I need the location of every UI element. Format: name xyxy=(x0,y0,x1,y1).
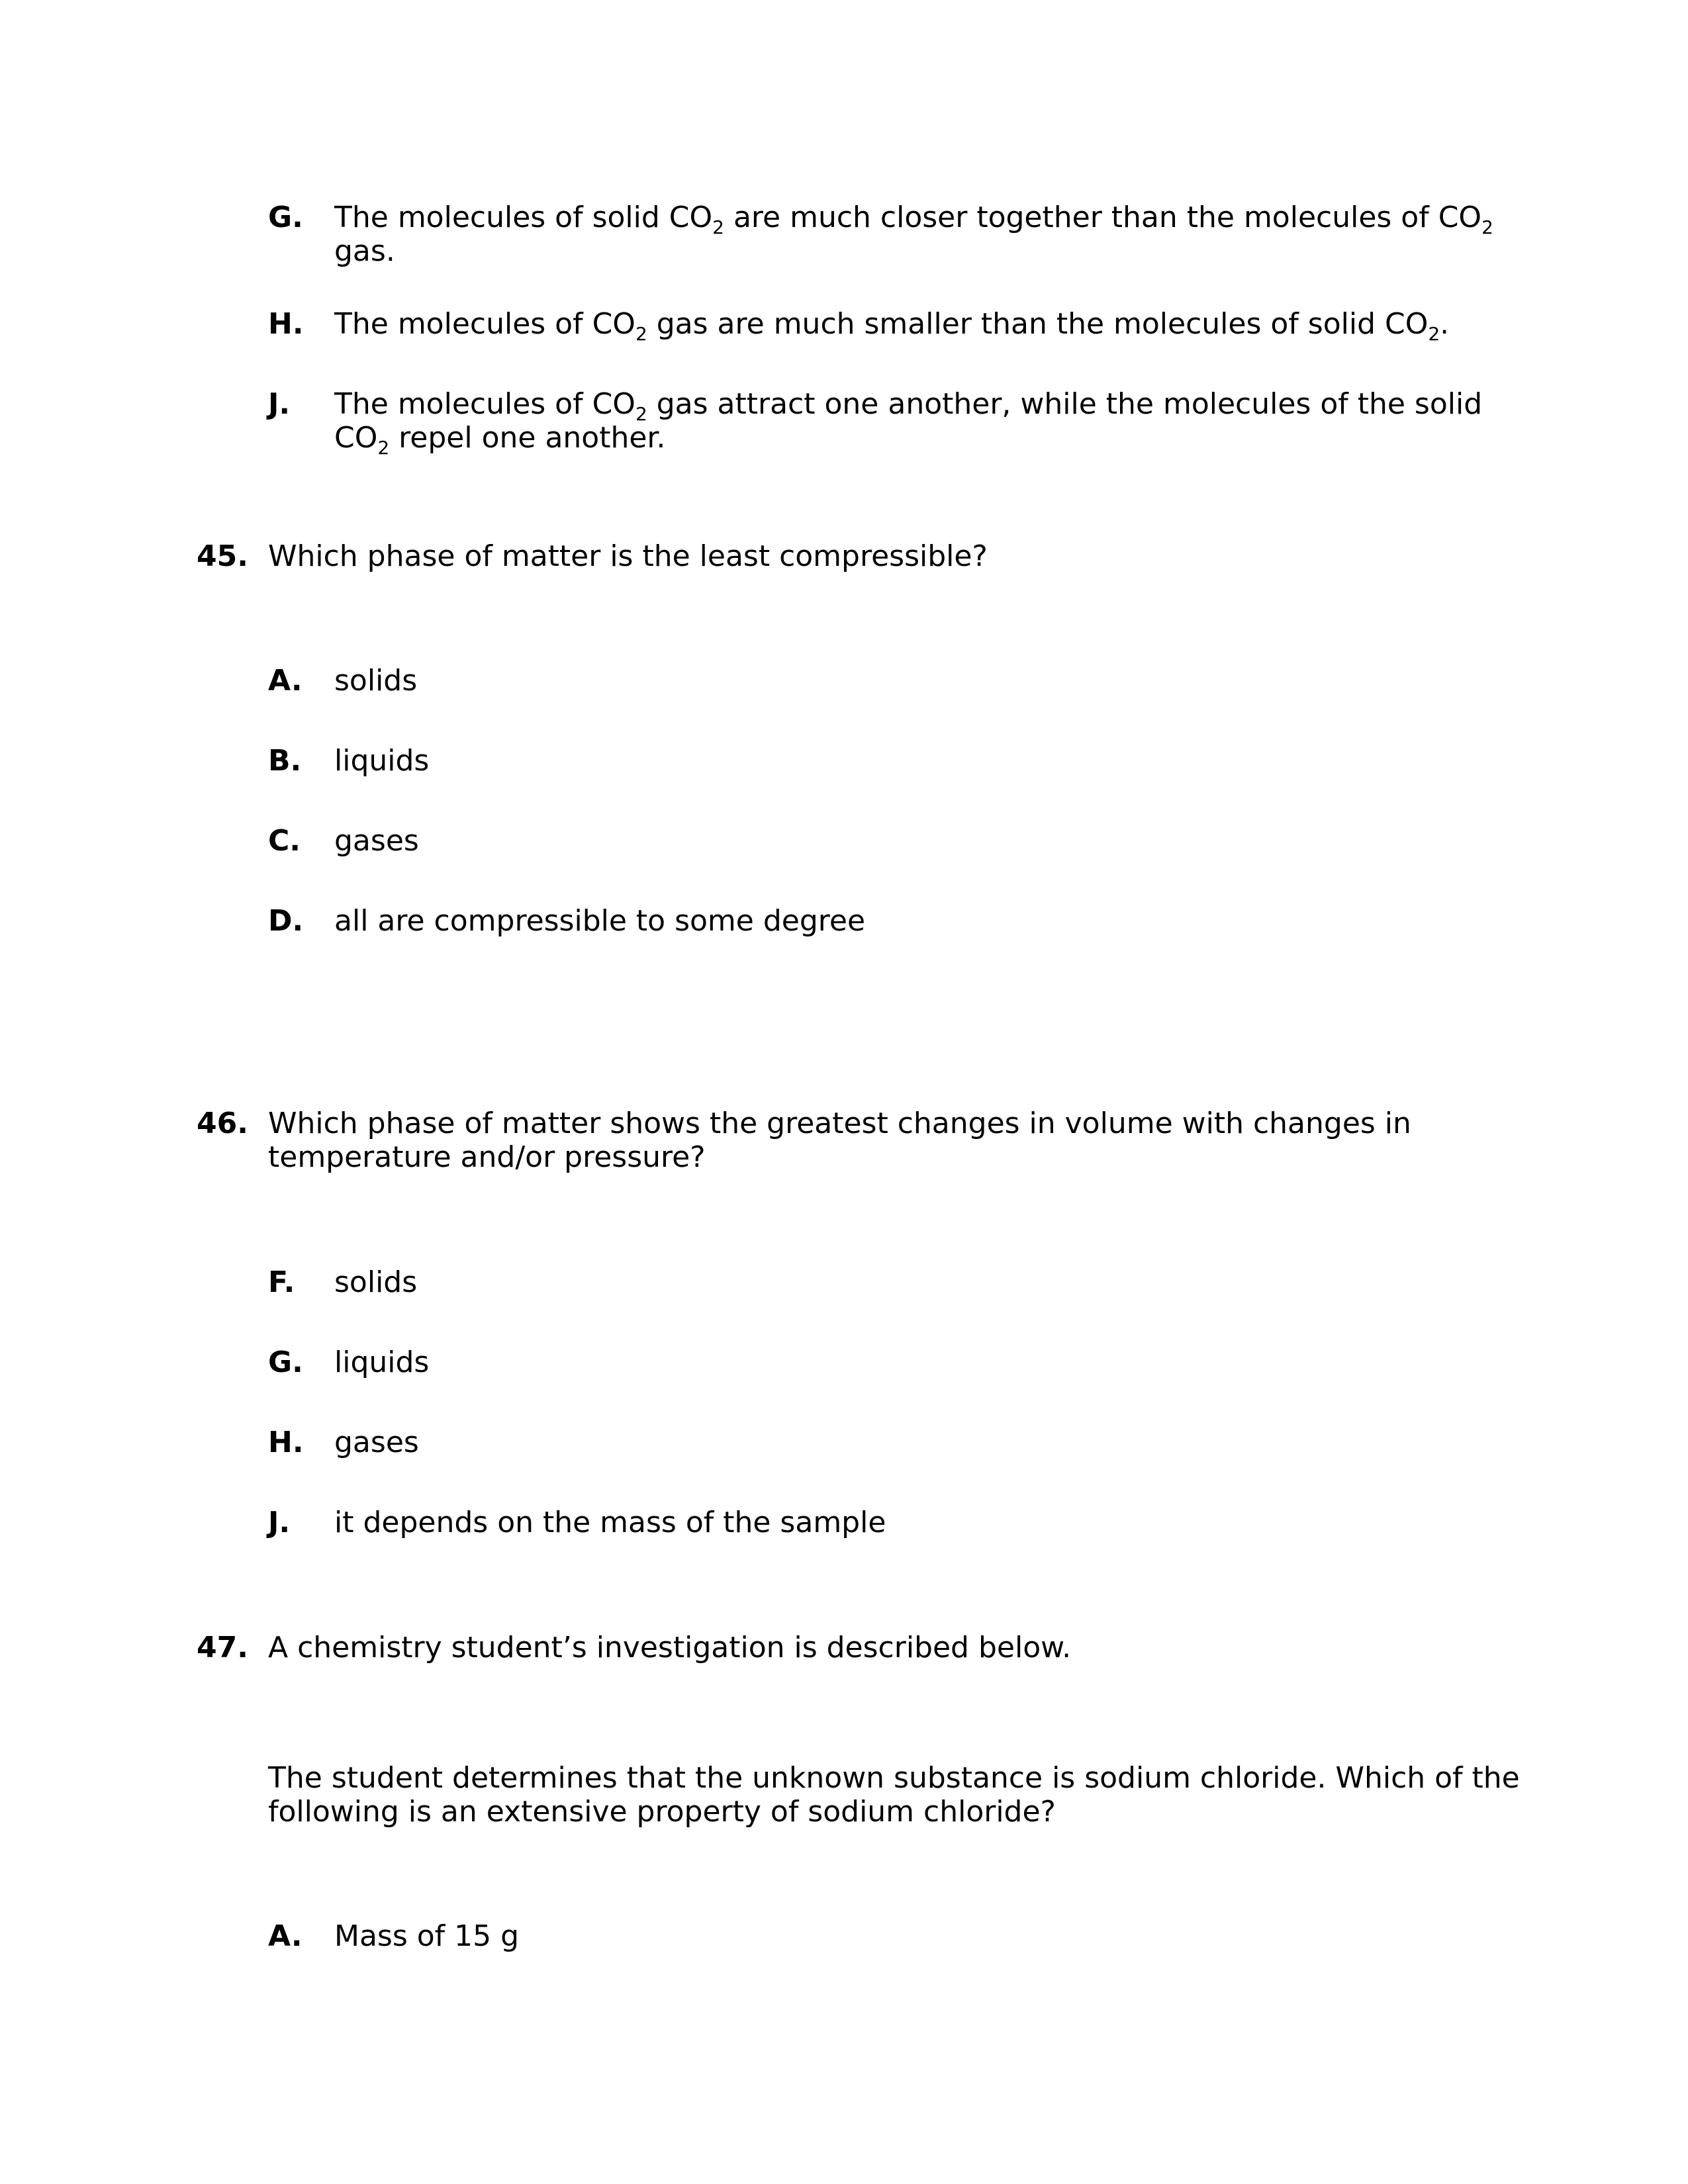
option-text: gases xyxy=(334,1426,419,1459)
option-text-line1: The molecules of $CO_2$ gas attract one another, while the molecules of the solid xyxy=(334,387,1483,425)
question-stem-line1: The student determines that the unknown substance is sodium chloride. Which of the xyxy=(268,1761,1520,1795)
option-letter: D. xyxy=(268,904,304,938)
option-text: it depends on the mass of the sample xyxy=(334,1506,886,1539)
option-letter: J. xyxy=(268,1506,291,1539)
question-text: A chemistry student’s investigation is described below. xyxy=(268,1631,1072,1664)
question-number: 47. xyxy=(197,1631,248,1664)
option-letter: A. xyxy=(268,664,303,698)
option-text: The molecules of $CO_2$ gas are much smaller than the molecules of solid $CO_2$. xyxy=(334,307,1450,345)
option-letter: G. xyxy=(268,201,303,234)
option-text: liquids xyxy=(334,744,430,778)
question-text-line2: temperature and/or pressure? xyxy=(268,1140,706,1174)
question-number: 46. xyxy=(197,1107,248,1140)
option-text: Mass of 15 g xyxy=(334,1919,520,1953)
option-letter: G. xyxy=(268,1345,303,1379)
option-letter: C. xyxy=(268,824,301,858)
option-letter: H. xyxy=(268,307,304,341)
question-stem-line2: following is an extensive property of sodium chloride? xyxy=(268,1795,1056,1829)
option-text: gases xyxy=(334,824,419,858)
option-text-line2: $CO_2$ repel one another. xyxy=(334,421,666,459)
option-text-line1: The molecules of solid $CO_2$ are much closer together than the molecules of $CO_2$ xyxy=(334,201,1493,238)
question-text-line1: Which phase of matter shows the greatest changes in volume with changes in xyxy=(268,1107,1411,1140)
option-letter: A. xyxy=(268,1919,303,1953)
option-letter: J. xyxy=(268,387,291,421)
option-text-line2: gas. xyxy=(334,234,395,268)
question-text: Which phase of matter is the least compressible? xyxy=(268,539,988,573)
question-number: 45. xyxy=(197,539,248,573)
option-letter: B. xyxy=(268,744,302,778)
option-text: all are compressible to some degree xyxy=(334,904,866,938)
option-letter: H. xyxy=(268,1426,304,1459)
option-text: solids xyxy=(334,1265,418,1299)
option-letter: F. xyxy=(268,1265,295,1299)
option-text: solids xyxy=(334,664,418,698)
option-text: liquids xyxy=(334,1345,430,1379)
